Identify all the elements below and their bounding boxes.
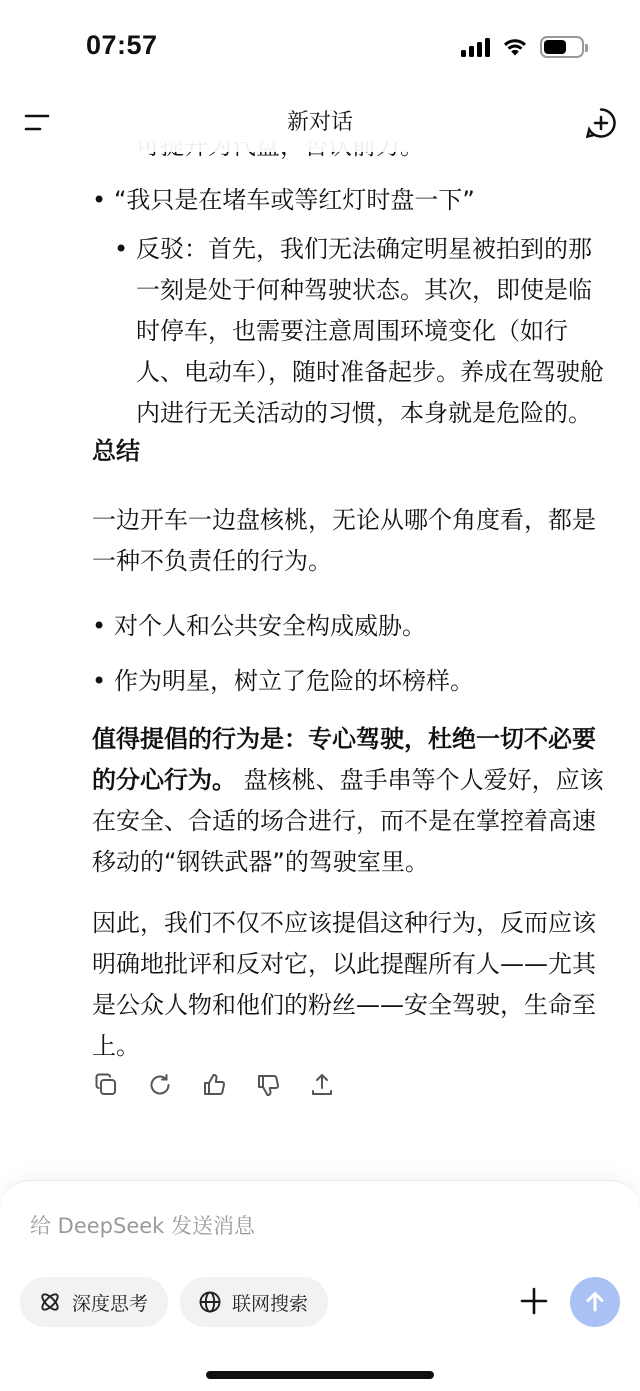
message-input[interactable] [30,1209,550,1243]
deep-think-toggle[interactable] [20,1277,168,1327]
thumbs-down-icon[interactable] [254,1071,282,1099]
advocate-rest-text: 盘核桃、盘手串等个人爱好，应该在安全、合适的场合进行，而不是在掌控着高速移动的“钢铁武器”的驾驶室里。 [92,766,604,876]
advocate-bold-text: 值得提倡的行为是：专心驾驶，杜绝一切不必要的分心行为。 [92,725,596,794]
new-chat-button[interactable] [584,106,618,140]
thumbs-up-icon[interactable] [200,1071,228,1099]
bullet-dot: • [114,235,129,263]
atom-icon [38,1290,62,1314]
status-bar [0,0,640,92]
deep-think-label: 深度思考 [72,1292,149,1315]
status-icons [461,36,584,58]
summary-bullet [92,661,612,702]
battery-icon [540,36,584,58]
advocate-paragraph [92,719,614,883]
send-button[interactable] [570,1277,620,1327]
new-chat-plus-icon [584,106,618,140]
status-time: 07:57 [86,30,158,60]
message-composer [0,1180,640,1391]
web-search-toggle[interactable] [180,1277,328,1327]
home-indicator[interactable] [206,1371,434,1379]
bullet-dot: • [92,186,107,214]
bullet-dot: • [92,667,107,695]
copy-icon[interactable] [92,1071,120,1099]
cellular-signal-icon [461,37,490,57]
app-header [0,92,640,152]
bullet-dot: • [92,612,107,640]
attach-button[interactable] [518,1285,550,1317]
share-icon[interactable] [308,1071,336,1099]
summary-heading: 总结 [92,437,140,465]
plus-icon [518,1285,550,1317]
summary-bullet-text: 对个人和公共安全构成威胁。 [114,612,426,640]
rebuttal-bullet [114,229,614,434]
quote-bullet [92,180,612,221]
page-title: 新对话 [286,110,353,135]
rebuttal-bullet-text: 反驳：首先，我们无法确定明星被拍到的那一刻是处于何种驾驶状态。其次，即使是临时停车，也需要注意周围环境变化（如行人、电动车），随时准备起步。养成在驾驶舱内进行无关活动的习惯，本身就是危险的。 [136,235,604,427]
summary-bullet [92,606,612,647]
quote-bullet-text: “我只是在堵车或等红灯时盘一下” [114,186,475,214]
message-actions [92,1071,336,1099]
wifi-icon [502,37,528,57]
conclusion-paragraph: 因此，我们不仅不应该提倡这种行为，反而应该明确地批评和反对它，以此提醒所有人——尤其是公众人物和他们的粉丝——安全驾驶，生命至上。 [92,909,596,1060]
summary-paragraph: 一边开车一边盘核桃，无论从哪个角度看，都是一种不负责任的行为。 [92,506,596,575]
summary-bullet-text: 作为明星，树立了危险的坏榜样。 [114,667,474,695]
web-search-label: 联网搜索 [232,1292,309,1315]
arrow-up-icon [582,1289,608,1315]
chat-scroll-area[interactable] [0,142,640,1152]
globe-icon [198,1290,222,1314]
regenerate-icon[interactable] [146,1071,174,1099]
